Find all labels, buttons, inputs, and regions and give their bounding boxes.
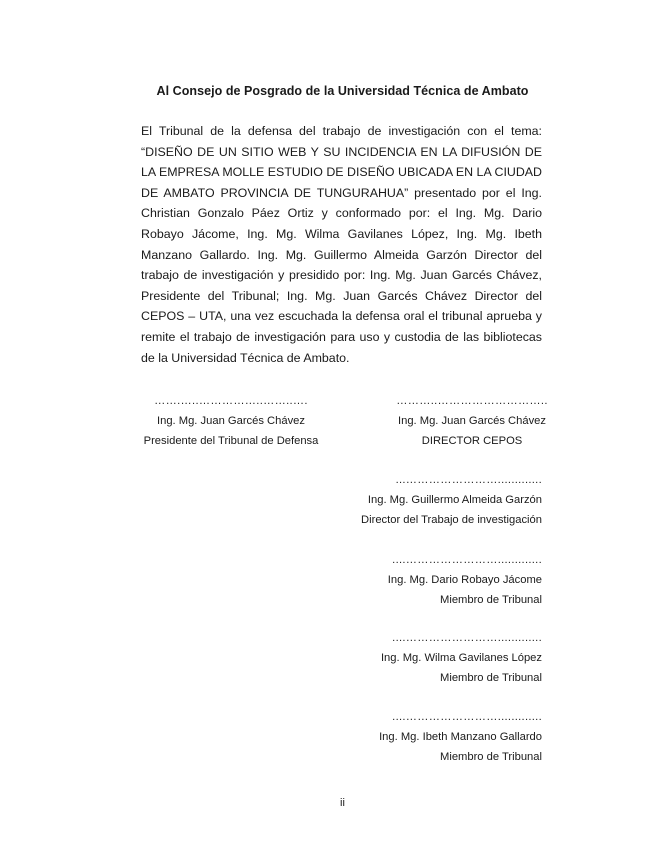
signer-name: Ing. Mg. Juan Garcés Chávez: [398, 415, 546, 427]
signature-thesis-director: [361, 470, 542, 530]
signature-president: [141, 391, 321, 451]
signature-member-manzano: [379, 707, 542, 767]
signature-member-gavilanes: [381, 628, 542, 688]
signer-name: Ing. Mg. Juan Garcés Chávez: [157, 415, 305, 427]
signer-role: Presidente del Tribunal de Defensa: [143, 435, 319, 447]
signer-role: Director del Trabajo de investigación: [361, 514, 542, 526]
document-title: Al Consejo de Posgrado de la Universidad Técnica de Ambato: [156, 84, 529, 98]
signature-line: ...…………………….............: [395, 474, 542, 486]
signer-name: Ing. Mg. Guillermo Almeida Garzón: [367, 494, 542, 506]
page-number: ii: [340, 797, 345, 809]
signer-role: Miembro de Tribunal: [440, 751, 542, 763]
body-paragraph: [141, 121, 542, 368]
signer-name: Ing. Mg. Wilma Gavilanes López: [380, 652, 542, 664]
signature-line: ………..………………………..: [396, 395, 548, 407]
signature-member-robayo: [388, 550, 542, 610]
signer-role: DIRECTOR CEPOS: [421, 435, 523, 447]
signature-line: ....…………………….............: [392, 632, 542, 644]
body-text: El Tribunal de la defensa del trabajo de investigación con el tema: “DISEÑO DE UN SITIO WEB Y SU INCIDENCIA EN LA DIFUSIÓN DE LA EMPRESA MOLLE ESTUDIO DE DISEÑO UBICADA EN LA CIUDAD DE AMBATO PROVINCIA DE TUNGURAHUA” presentado por el Ing. Christian Gonzalo Páez Ortiz y conformado por: el Ing. Mg. Dario Robayo Jácome, Ing. Mg. Wilma Gavilanes López, Ing. Mg. Ibeth Manzano Gallardo. Ing. Mg. Guillermo Almeida Garzón Director del trabajo de investigación y presidido por: Ing. Mg. Juan Garcés Chávez, Presidente del Tribunal; Ing. Mg. Juan Garcés Chávez Director del CEPOS – UTA, una vez escuchada la defensa oral el tribunal aprueba y remite el trabajo de investigación para uso y custodia de las bibliotecas de la Universidad Técnica de Ambato.: [141, 124, 542, 365]
signer-name: Ing. Mg. Ibeth Manzano Gallardo: [379, 731, 542, 743]
signature-line: ....…………………….............: [392, 554, 542, 566]
signature-cepos-director: [380, 391, 564, 451]
signature-line: ....…………………….............: [392, 711, 542, 723]
signer-role: Miembro de Tribunal: [440, 672, 542, 684]
signer-role: Miembro de Tribunal: [440, 594, 542, 606]
signature-line: …….…..……………..……..….: [154, 395, 308, 407]
signer-name: Ing. Mg. Dario Robayo Jácome: [387, 574, 542, 586]
